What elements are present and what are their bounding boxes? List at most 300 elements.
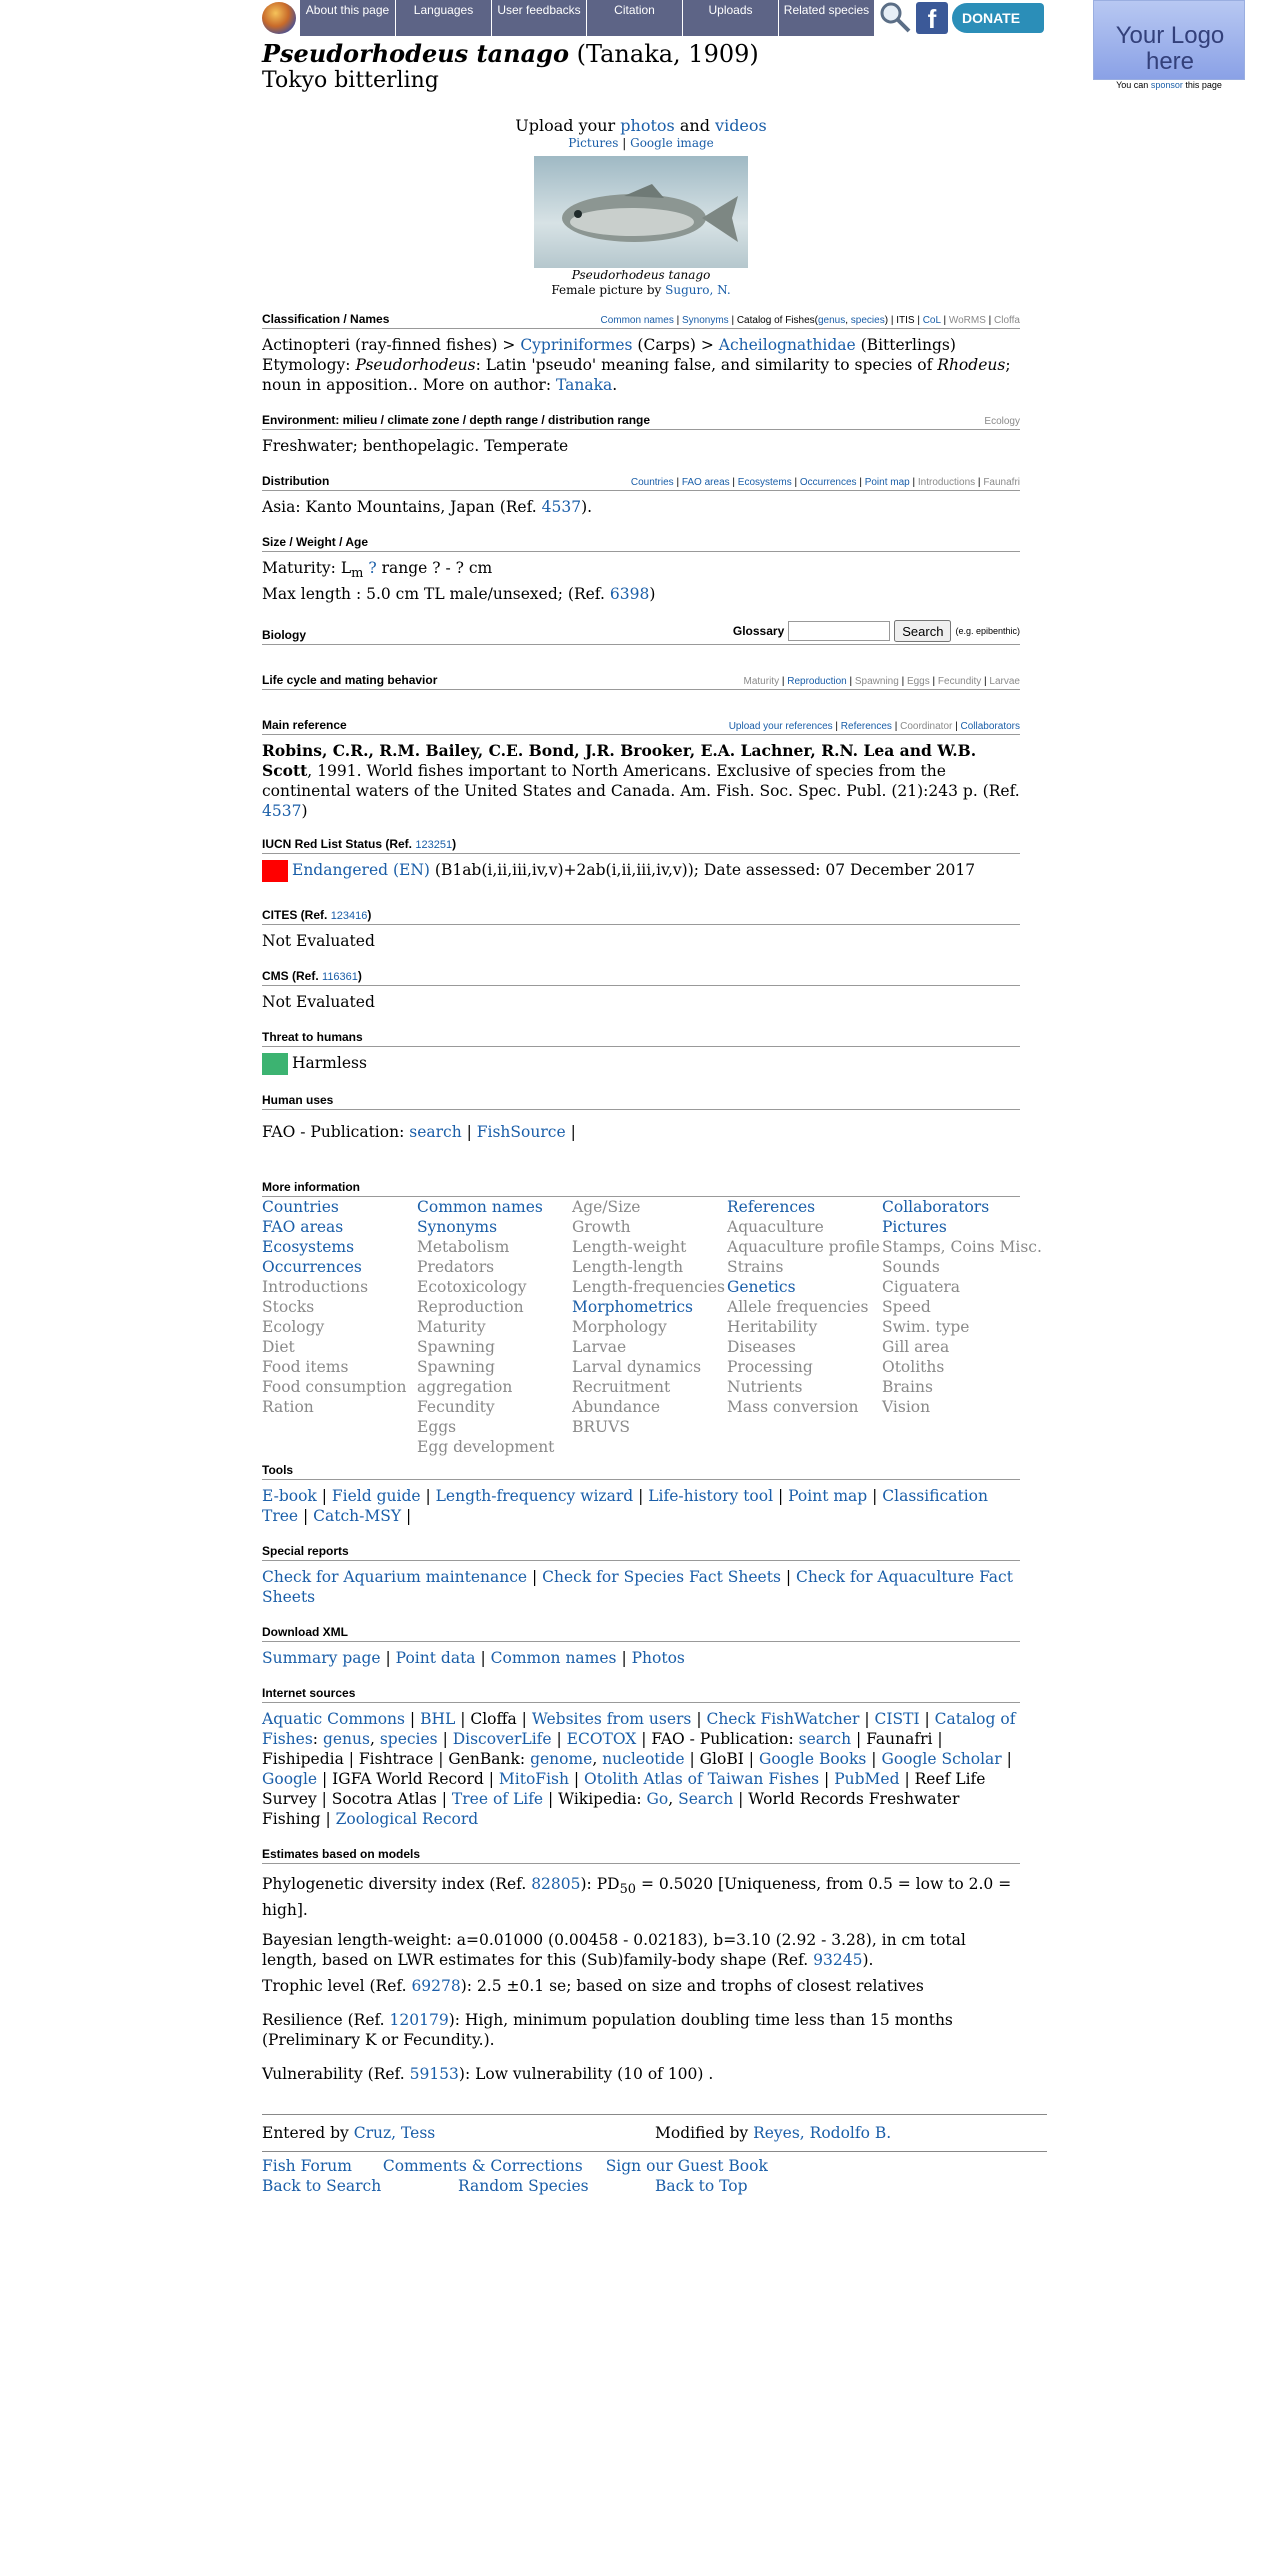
synonyms-link[interactable]: Synonyms (681, 315, 729, 326)
internet-link-search[interactable]: Search (678, 1790, 734, 1809)
moreinfo-item-growth: Growth (572, 1218, 631, 1237)
taxonomy-family-common: (Bitterlings) (860, 336, 956, 354)
internet-link-catalog-of-fishes[interactable]: Catalog of Fishes (262, 1710, 1016, 1749)
internet-link-aquatic-commons[interactable]: Aquatic Commons (262, 1710, 405, 1729)
moreinfo-item-ecology: Ecology (262, 1318, 325, 1337)
nav-tab-citation[interactable] (587, 0, 683, 36)
comments-link[interactable]: Comments & Corrections (382, 2157, 583, 2176)
cms-ref-link[interactable]: 116361 (322, 971, 358, 984)
xml-links (262, 1648, 1020, 1668)
moreinfo-column (262, 1197, 417, 1457)
humanuses-body: FAO - Publication: search | FishSource | (262, 1123, 576, 1142)
moreinfo-item-ecotoxicology: Ecotoxicology (417, 1278, 527, 1297)
internet-text: : (312, 1730, 323, 1749)
sponsor-caption-post: this page (1185, 80, 1222, 90)
fish-forum-link[interactable]: Fish Forum (262, 2157, 352, 2176)
moreinfo-item-age-size: Age/Size (572, 1198, 641, 1217)
mainref-links: Upload your references | References | Coordinator | Collaborators (728, 721, 1020, 733)
link-separator: | (780, 1568, 796, 1587)
modified-by-link[interactable]: Reyes, Rodolfo B. (753, 2124, 892, 2143)
estimates-header (262, 1847, 1020, 1864)
species-photo[interactable] (534, 156, 748, 268)
distribution-links: Countries | FAO areas | Ecosystems | Occurrences | Point map | Introductions | Faunafri (630, 477, 1020, 488)
mainref-title: Main reference (262, 718, 347, 733)
moreinfo-item-aquaculture: Aquaculture (727, 1218, 824, 1237)
cloffa-label: Cloffa (994, 315, 1020, 326)
mainref-text: , 1991. World fishes important to North Americans. Exclusive of species from the continental waters of the United States and Canada. Am. Fish. Soc. Spec. Publ. (21):243 p. (Ref. (262, 762, 1020, 801)
moreinfo-item-nutrients: Nutrients (727, 1378, 803, 1397)
main-content (262, 36, 1042, 2196)
guest-book-link[interactable]: Sign our Guest Book (605, 2157, 768, 2176)
etymology-text2: ; noun in apposition.. More on author: (262, 356, 1011, 394)
fishsource-link[interactable]: FishSource (476, 1123, 566, 1142)
moreinfo-item-heritability: Heritability (727, 1318, 818, 1337)
internet-links (262, 1709, 1020, 1829)
spawning-label: Spawning (854, 676, 899, 688)
moreinfo-item-morphology: Morphology (572, 1318, 667, 1337)
glossary-example: (e.g. epibenthic) (955, 626, 1020, 637)
occurrences-link[interactable]: Occurrences (799, 477, 857, 488)
link-separator: | (380, 1649, 396, 1668)
cites-title (262, 908, 371, 922)
distribution-title: Distribution (262, 474, 330, 488)
nav-tab-label: Related species (783, 3, 870, 17)
cms-title-post: ) (357, 969, 362, 984)
maturity-sub: m (351, 566, 364, 582)
moreinfo-item-strains: Strains (727, 1258, 784, 1277)
moreinfo-link-morphometrics[interactable]: Morphometrics (572, 1298, 693, 1317)
fish-illustration (534, 156, 748, 268)
moreinfo-item-sounds: Sounds (882, 1258, 940, 1277)
internet-text: | IGFA World Record | (317, 1770, 499, 1789)
entered-by-link[interactable]: Cruz, Tess (353, 2124, 436, 2143)
moreinfo-item-processing: Processing (727, 1358, 813, 1377)
moreinfo-item-spawning: Spawning (417, 1358, 495, 1377)
distribution-text (262, 497, 1020, 517)
moreinfo-link-occurrences[interactable]: Occurrences (262, 1258, 362, 1277)
moreinfo-item-gill-area: Gill area (882, 1338, 950, 1357)
fishbase-globe-icon[interactable] (262, 2, 296, 34)
xml-link-photos[interactable]: Photos (631, 1649, 685, 1668)
internet-link-zoological-record[interactable]: Zoological Record (335, 1810, 479, 1829)
media-block (262, 116, 1020, 298)
link-separator: | (773, 1487, 789, 1506)
sponsor-logo-text: Your Logo here (1115, 22, 1225, 75)
species-common-name: Tokyo bitterling (262, 68, 439, 93)
link-separator: | (401, 1507, 412, 1526)
col-link[interactable]: CoL (922, 315, 941, 326)
moreinfo-link-ecosystems[interactable]: Ecosystems (262, 1238, 355, 1257)
mainref-end: ) (301, 802, 308, 821)
internet-text: | (819, 1770, 835, 1789)
tools-link-field-guide[interactable]: Field guide (331, 1487, 421, 1506)
moreinfo-item-allele-frequencies: Allele frequencies (727, 1298, 869, 1317)
species-scientific-name: Pseudorhodeus tanago (262, 39, 569, 68)
moreinfo-item-ration: Ration (262, 1398, 314, 1417)
iucn-title-pre: IUCN Red List Status (Ref. (262, 837, 413, 852)
lifecycle-header (262, 673, 1020, 690)
point-map-link[interactable]: Point map (864, 477, 910, 488)
maturity-line (262, 558, 1020, 584)
ecosystems-link[interactable]: Ecosystems (737, 477, 792, 488)
special-link-check-for-aquarium-maintenance[interactable]: Check for Aquarium maintenance (262, 1568, 528, 1587)
internet-link-tree-of-life[interactable]: Tree of Life (451, 1790, 544, 1809)
nav-tab-label: Citation (614, 3, 655, 17)
moreinfo-item-vision: Vision (882, 1398, 931, 1417)
nav-tab-related-species[interactable] (779, 0, 875, 36)
internet-link-search[interactable]: search (798, 1730, 852, 1749)
internet-text: , (668, 1790, 679, 1809)
internet-link-go[interactable]: Go (646, 1790, 669, 1809)
moreinfo-link-synonyms[interactable]: Synonyms (417, 1218, 498, 1237)
ecology-label: Ecology (984, 416, 1020, 427)
moreinfo-link-fao-areas[interactable]: FAO areas (262, 1218, 344, 1237)
classification-header (262, 312, 1020, 329)
internet-text: | (568, 1770, 585, 1789)
pd-mid: ): PD (580, 1875, 620, 1894)
humanuses-pre: FAO - Publication: (262, 1123, 405, 1142)
iucn-title (262, 837, 456, 851)
tools-link-point-map[interactable]: Point map (788, 1487, 868, 1506)
vul-post: ): Low vulnerability (10 of 100) . (458, 2065, 714, 2084)
catalog-genus-link[interactable]: genus (817, 315, 846, 326)
humanuses-end: | (570, 1123, 576, 1142)
moreinfo-item-spawning: Spawning (417, 1338, 495, 1357)
moreinfo-grid (262, 1197, 1042, 1457)
picture-links-sep: | (622, 136, 627, 150)
maturity-pre: Maturity: L (262, 559, 352, 577)
biology-title: Biology (262, 628, 306, 643)
internet-text: | Reef Life Survey | Socotra Atlas | (262, 1770, 986, 1809)
etymology-label: Etymology: (262, 356, 351, 374)
internet-link-nucleotide[interactable]: nucleotide (602, 1750, 685, 1769)
environment-title: Environment: milieu / climate zone / depth range / distribution range (262, 413, 651, 427)
environment-text: Freshwater; benthopelagic. Temperate (262, 437, 569, 455)
donate-label: DONATE (962, 10, 1021, 26)
back-to-search-link[interactable]: Back to Search (262, 2177, 382, 2196)
fao-search-link[interactable]: search (409, 1123, 462, 1142)
cites-text: Not Evaluated (262, 932, 375, 951)
internet-text: | (859, 1710, 875, 1729)
upload-videos-link[interactable]: videos (715, 116, 767, 135)
order-link[interactable]: Cypriniformes (520, 336, 633, 354)
mainref-header (262, 718, 1020, 735)
photo-credit (262, 282, 1020, 298)
tools-link-life-history-tool[interactable]: Life-history tool (648, 1487, 774, 1506)
glossary-search (733, 620, 1020, 642)
footer-bottom-divider (262, 2151, 1047, 2152)
photo-caption: Pseudorhodeus tanago (571, 268, 711, 282)
internet-link-cisti[interactable]: CISTI (874, 1710, 920, 1729)
top-nav (300, 0, 875, 36)
nav-tab-label: User feedbacks (497, 3, 581, 17)
picture-links (262, 136, 1020, 150)
catalog-species-link[interactable]: species (850, 315, 885, 326)
internet-link-otolith-atlas-of-taiwan-fishes[interactable]: Otolith Atlas of Taiwan Fishes (584, 1770, 820, 1789)
taxonomy-line (262, 335, 1020, 355)
mainref-ref-link[interactable]: 4537 (262, 802, 302, 821)
threat-header (262, 1030, 1020, 1047)
moreinfo-item-speed: Speed (882, 1298, 931, 1317)
moreinfo-link-countries[interactable]: Countries (262, 1198, 339, 1217)
etymology-end: . (612, 376, 618, 394)
glossary-search-button[interactable]: Search (894, 620, 951, 642)
moreinfo-item-food-consumption: Food consumption (262, 1378, 407, 1397)
xml-link-summary-page[interactable]: Summary page (262, 1649, 381, 1668)
internet-link-check-fishwatcher[interactable]: Check FishWatcher (706, 1710, 860, 1729)
max-length-text: Max length : 5.0 cm TL male/unsexed; (Ref. (262, 585, 605, 604)
xml-title: Download XML (262, 1625, 348, 1640)
fecundity-label: Fecundity (937, 676, 982, 688)
xml-link-point-data[interactable]: Point data (395, 1649, 476, 1668)
pd-sub: 50 (619, 1882, 636, 1898)
catalog-label: Catalog of Fishes( (736, 315, 818, 326)
iucn-ref-link[interactable]: 123251 (415, 839, 453, 852)
size-body (262, 558, 1020, 604)
distribution-pre: Asia: Kanto Mountains, Japan (Ref. (262, 498, 537, 516)
fao-areas-link[interactable]: FAO areas (681, 477, 730, 488)
author-link[interactable]: Tanaka (555, 376, 613, 394)
etymology-rhodeus: Rhodeus (937, 356, 1006, 374)
introductions-label: Introductions (917, 477, 976, 488)
internet-link-bhl[interactable]: BHL (420, 1710, 456, 1729)
upload-photos-link[interactable]: photos (620, 116, 675, 135)
sponsor-caption (1093, 80, 1245, 90)
humanuses-title: Human uses (262, 1093, 334, 1108)
classification-links: Common names | Synonyms | Catalog of Fishes(genus, species) | ITIS | CoL | WoRMS | Cloffa (600, 315, 1020, 326)
moreinfo-item-metabolism: Metabolism (417, 1238, 510, 1257)
moreinfo-header (262, 1180, 1020, 1197)
taxonomy-order-common: (Carps) > (637, 336, 714, 354)
back-to-top-link[interactable]: Back to Top (655, 2177, 748, 2196)
sponsor-logo[interactable] (1093, 0, 1245, 80)
max-length-line (262, 584, 1020, 604)
moreinfo-item-aggregation: aggregation (417, 1378, 513, 1397)
phylo-diversity (262, 1874, 1020, 1920)
moreinfo-title: More information (262, 1180, 360, 1195)
countries-link[interactable]: Countries (630, 477, 674, 488)
internet-link-google-books[interactable]: Google Books (758, 1750, 867, 1769)
footer-top-divider (262, 2114, 1047, 2115)
nav-tab-feedbacks[interactable] (492, 0, 587, 36)
res-post: ): High, minimum population doubling time less than 15 months (Preliminary K or Fecundity.). (262, 2011, 953, 2050)
cites-header (262, 908, 1020, 925)
lifecycle-links: Maturity | Reproduction | Spawning | Eggs | Fecundity | Larvae (743, 676, 1020, 688)
iucn-header (262, 837, 1020, 854)
max-length-ref-link[interactable]: 6398 (609, 585, 650, 604)
internet-text: | (919, 1710, 935, 1729)
cms-title-pre: CMS (Ref. (262, 969, 319, 984)
footer-links-row2 (262, 2176, 1020, 2196)
internet-link-ecotox[interactable]: ECOTOX (566, 1730, 637, 1749)
moreinfo-link-references[interactable]: References (727, 1198, 816, 1217)
upload-and: and (679, 116, 710, 135)
internet-link-websites-from-users[interactable]: Websites from users (531, 1710, 692, 1729)
lifecycle-title: Life cycle and mating behavior (262, 673, 438, 688)
faunafri-label: Faunafri (983, 477, 1020, 488)
pd-ref-link[interactable]: 82805 (531, 1875, 581, 1894)
moreinfo-item-brains: Brains (882, 1378, 933, 1397)
tools-link-classification-tree[interactable]: Classification Tree (262, 1487, 988, 1526)
sponsor-link[interactable]: sponsor (1150, 80, 1183, 90)
vul-ref-link[interactable]: 59153 (409, 2065, 459, 2084)
moreinfo-item-abundance: Abundance (572, 1398, 661, 1417)
references-link[interactable]: References (840, 721, 892, 733)
link-separator: | (420, 1487, 436, 1506)
reproduction-link[interactable]: Reproduction (787, 676, 847, 688)
xml-link-common-names[interactable]: Common names (490, 1649, 617, 1668)
facebook-icon[interactable] (916, 2, 948, 34)
moreinfo-link-common-names[interactable]: Common names (417, 1198, 543, 1217)
internet-text: | Cloffa | (455, 1710, 532, 1729)
tools-link-catch-msy[interactable]: Catch-MSY (313, 1507, 402, 1526)
internet-text: | GloBI | (684, 1750, 759, 1769)
xml-header (262, 1625, 1020, 1642)
nav-tab-uploads[interactable] (683, 0, 779, 36)
entered-by (262, 2123, 655, 2143)
iucn-status-link[interactable]: Endangered (EN) (292, 861, 430, 880)
moreinfo-column (882, 1197, 1042, 1457)
search-icon[interactable] (878, 0, 912, 34)
itis-label: ITIS (896, 315, 915, 326)
special-link-check-for-species-fact-sheets[interactable]: Check for Species Fact Sheets (542, 1568, 781, 1587)
threat-title: Threat to humans (262, 1030, 363, 1045)
moreinfo-item-diet: Diet (262, 1338, 295, 1357)
internet-header (262, 1686, 1020, 1703)
species-author: (Tanaka, 1909) (576, 40, 759, 68)
tools-link-e-book[interactable]: E-book (262, 1487, 317, 1506)
random-species-link[interactable]: Random Species (458, 2177, 589, 2196)
glossary-input[interactable] (788, 621, 890, 641)
internet-text: , (369, 1730, 380, 1749)
link-separator: | (527, 1568, 543, 1587)
modified-by (655, 2123, 891, 2143)
special-link-check-for-aquaculture-fact-sheets[interactable]: Check for Aquaculture Fact Sheets (262, 1568, 1013, 1607)
donate-button[interactable] (952, 3, 1044, 33)
vulnerability (262, 2064, 1020, 2084)
moreinfo-column (572, 1197, 727, 1457)
classification-title: Classification / Names (262, 312, 390, 326)
moreinfo-item-mass-conversion: Mass conversion (727, 1398, 859, 1417)
internet-text: | (437, 1730, 453, 1749)
moreinfo-link-genetics[interactable]: Genetics (727, 1278, 796, 1297)
moreinfo-item-predators: Predators (417, 1258, 495, 1277)
internet-text: | (691, 1710, 707, 1729)
glossary-label: Glossary (732, 624, 785, 639)
internet-title: Internet sources (262, 1686, 356, 1701)
troph-ref-link[interactable]: 69278 (411, 1977, 461, 1996)
internet-link-google-scholar[interactable]: Google Scholar (881, 1750, 1002, 1769)
larvae-label: Larvae (989, 676, 1020, 688)
iucn-status-swatch (262, 860, 288, 882)
moreinfo-item-aquaculture-profile: Aquaculture profile (727, 1238, 880, 1257)
internet-text: | (866, 1750, 882, 1769)
coordinator-label: Coordinator (900, 721, 953, 733)
moreinfo-item-length-weight: Length-weight (572, 1238, 687, 1257)
moreinfo-item-maturity: Maturity (417, 1318, 486, 1337)
tools-title: Tools (262, 1463, 294, 1478)
internet-link-genus[interactable]: genus (322, 1730, 370, 1749)
moreinfo-item-bruvs: BRUVS (572, 1418, 630, 1437)
special-title: Special reports (262, 1544, 349, 1559)
moreinfo-item-length-length: Length-length (572, 1258, 684, 1277)
res-ref-link[interactable]: 120179 (389, 2011, 449, 2030)
nav-tab-about[interactable] (300, 0, 396, 36)
moreinfo-item-larvae: Larvae (572, 1338, 627, 1357)
resilience (262, 2010, 1020, 2050)
photographer-link[interactable]: Suguro, N. (665, 283, 731, 297)
tools-links (262, 1486, 1020, 1526)
biology-header (262, 620, 1020, 645)
moreinfo-link-collaborators[interactable]: Collaborators (882, 1198, 990, 1217)
estimates-title: Estimates based on models (262, 1847, 421, 1862)
bay-ref-link[interactable]: 93245 (813, 1951, 863, 1970)
moreinfo-item-eggs: Eggs (417, 1418, 457, 1437)
iucn-body (262, 860, 1020, 882)
moreinfo-item-diseases: Diseases (727, 1338, 796, 1357)
internet-link-species[interactable]: species (379, 1730, 438, 1749)
cites-title-post: ) (367, 908, 372, 923)
etymology-genus: Pseudorhodeus (355, 356, 476, 374)
internet-link-discoverlife[interactable]: DiscoverLife (452, 1730, 552, 1749)
internet-link-mitofish[interactable]: MitoFish (498, 1770, 569, 1789)
threat-body (262, 1053, 1020, 1075)
internet-text: | (551, 1730, 567, 1749)
eggs-label: Eggs (906, 676, 930, 688)
photo-credit-pre: Female picture by (551, 283, 662, 297)
iucn-title-post: ) (452, 837, 457, 852)
troph-post: ): 2.5 ±0.1 se; based on size and trophs of closest relatives (460, 1977, 924, 1996)
footer-links (262, 2156, 1020, 2196)
upload-references-link[interactable]: Upload your references (728, 721, 833, 733)
threat-text: Harmless (292, 1054, 367, 1073)
internet-link-genome[interactable]: genome (530, 1750, 593, 1769)
size-header (262, 535, 1020, 552)
distribution-ref-link[interactable]: 4537 (541, 498, 582, 516)
catalog-close: ) (884, 315, 889, 326)
pd-post: = 0.5020 [Uniqueness, from 0.5 = low to 2.0 = high]. (262, 1875, 1012, 1920)
internet-link-pubmed[interactable]: PubMed (834, 1770, 900, 1789)
link-separator: | (616, 1649, 632, 1668)
tools-link-length-frequency-wizard[interactable]: Length-frequency wizard (435, 1487, 634, 1506)
link-separator: | (298, 1507, 314, 1526)
moreinfo-item-swim-type: Swim. type (882, 1318, 970, 1337)
trophic-level (262, 1976, 1020, 1996)
threat-swatch (262, 1053, 288, 1075)
internet-text: | World Records Freshwater Fishing | (262, 1790, 960, 1829)
collaborators-link[interactable]: Collaborators (960, 721, 1020, 733)
moreinfo-link-pictures[interactable]: Pictures (882, 1218, 947, 1237)
nav-tab-languages[interactable] (396, 0, 492, 36)
internet-link-google[interactable]: Google (262, 1770, 318, 1789)
google-image-link[interactable]: Google image (630, 136, 714, 150)
bayesian-lw (262, 1930, 1020, 1970)
worms-label: WoRMS (948, 315, 986, 326)
max-length-end: ) (649, 585, 656, 604)
maturity-help-link[interactable]: ? (368, 559, 377, 577)
link-separator: | (316, 1487, 332, 1506)
upload-pre: Upload your (515, 116, 616, 135)
pictures-link[interactable]: Pictures (568, 136, 619, 150)
common-names-link[interactable]: Common names (600, 315, 674, 326)
family-link[interactable]: Acheilognathidae (718, 336, 856, 354)
cites-ref-link[interactable]: 123416 (330, 910, 368, 923)
moreinfo-column (727, 1197, 882, 1457)
internet-text: | Wikipedia: (543, 1790, 647, 1809)
maturity-range: range ? - ? cm (381, 559, 493, 577)
maturity-label: Maturity (743, 676, 780, 688)
estimates-body (262, 1874, 1020, 2084)
